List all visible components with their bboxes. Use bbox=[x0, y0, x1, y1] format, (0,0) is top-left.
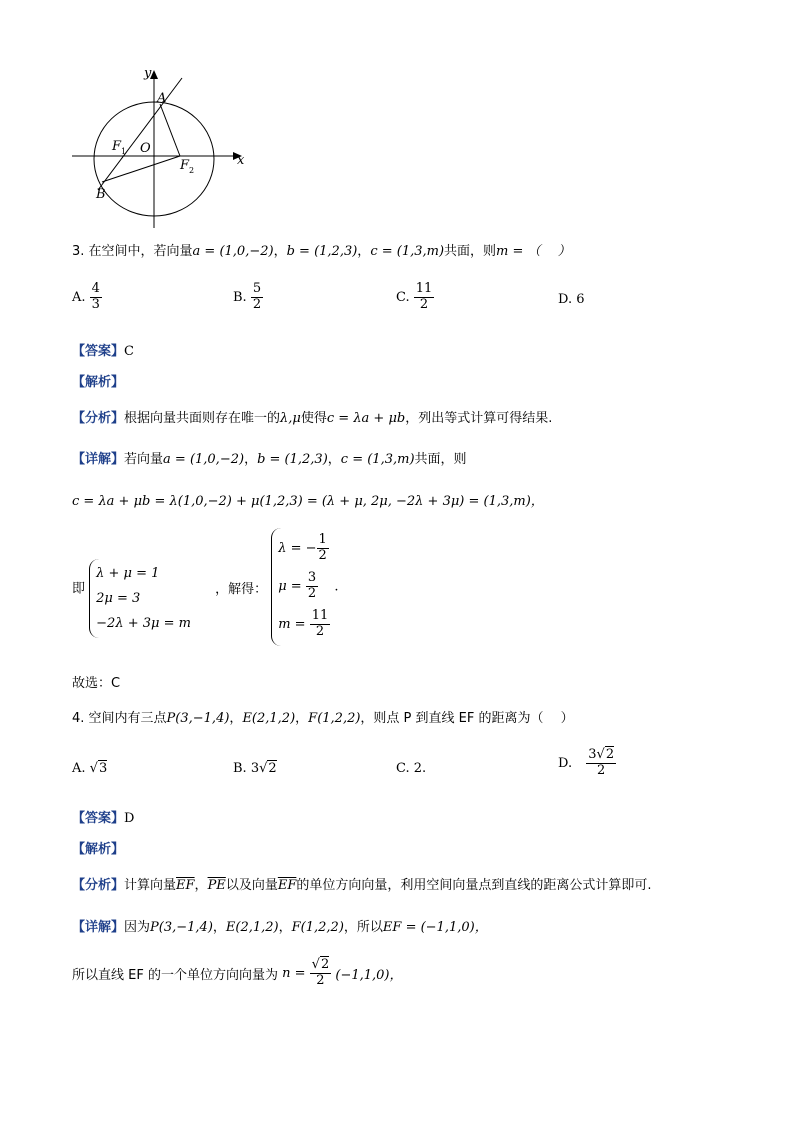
q3-option-d: D. 6 bbox=[558, 292, 585, 307]
q3-sys2-eq2-lhs: μ = bbox=[278, 579, 306, 594]
q3-sys2-eq2-frac bbox=[306, 571, 318, 602]
q4-detail-e: E(2,1,2) bbox=[225, 920, 279, 935]
q3-ask: m = （ ） bbox=[496, 244, 571, 259]
q4-fenxi-ef2: $\overline{EF}$ bbox=[277, 878, 297, 893]
q3-option-c-label: C. bbox=[396, 289, 410, 305]
q4-answer-tag: 【答案】 bbox=[72, 811, 125, 826]
q3-sys2-eq3-den: 2 bbox=[315, 624, 325, 639]
q4-stem-end: ，则点 P 到直线 EF 的距离为（ ） bbox=[360, 711, 574, 726]
q3-option-a-frac bbox=[90, 282, 102, 313]
q4-fenxi-text2: 以及向量 bbox=[225, 878, 278, 893]
q3-detail-vec-b: b = (1,2,3) bbox=[257, 452, 328, 467]
q3-sys2-eq3-num: 11 bbox=[311, 608, 329, 624]
q3-detail-vec-c: c = (1,3,m) bbox=[340, 452, 415, 467]
q4-detail-p: P(3,−1,4) bbox=[150, 920, 213, 935]
label-F2: F bbox=[180, 158, 190, 173]
q3-sys2-eq3-lhs: m = bbox=[278, 617, 310, 632]
label-y: y bbox=[144, 66, 152, 81]
q3-jiede: ，解得： bbox=[215, 581, 268, 597]
q3-sys2-eq1-num: 1 bbox=[318, 532, 327, 548]
label-B: B bbox=[96, 187, 106, 202]
q3-option-b-label: B. bbox=[233, 289, 247, 305]
q4-last-num-rad: 2 bbox=[320, 957, 330, 972]
q3-fenxi-lm: λ,μ bbox=[280, 411, 301, 426]
q4-option-d-coef: 3 bbox=[588, 747, 597, 762]
q4-last-frac bbox=[310, 958, 332, 989]
q3-answer-tag: 【答案】 bbox=[72, 344, 125, 359]
q4-option-d-den: 2 bbox=[597, 762, 606, 778]
q3-option-a bbox=[72, 282, 102, 313]
q4-point-f: F(1,2,2) bbox=[308, 711, 361, 726]
q3-option-b-den: 2 bbox=[252, 296, 262, 312]
q3-option-c-den: 2 bbox=[419, 296, 429, 312]
q4-option-b-label: B. bbox=[233, 761, 247, 776]
q3-sys2-eq1-lhs: λ = − bbox=[278, 541, 317, 556]
q4-detail-tag: 【详解】 bbox=[72, 920, 125, 935]
q3-fenxi-tag: 【分析】 bbox=[72, 411, 125, 426]
q3-analysis-tag: 【解析】 bbox=[72, 375, 125, 390]
q3-answer-value: C bbox=[124, 344, 134, 359]
q4-last-text: 所以直线 EF 的一个单位方向向量为 bbox=[72, 967, 278, 983]
q3-stem-end: 共面，则 bbox=[444, 244, 497, 259]
q4-answer-value: D bbox=[124, 811, 135, 826]
q3-option-a-label: A. bbox=[72, 289, 86, 305]
q3-system1-eq3: −2λ + 3μ = m bbox=[96, 615, 191, 631]
q4-stem: 4. 空间内有三点P(3,−1,4)，E(2,1,2)，F(1,2,2)，则点 P 到直线 EF 的距离为（ ） bbox=[72, 711, 574, 726]
q3-system-1 bbox=[89, 559, 191, 638]
q4-stem-start: 4. 空间内有三点 bbox=[72, 711, 167, 726]
q3-system2-eq2 bbox=[278, 568, 330, 606]
q3-system-end: . bbox=[334, 579, 339, 595]
q3-option-b-frac bbox=[251, 282, 263, 313]
q4-detail: 【详解】因为P(3,−1,4)，E(2,1,2)，F(1,2,2)，所以EF = (−1,1,0)， bbox=[72, 920, 488, 935]
q4-option-d bbox=[558, 748, 616, 779]
q4-option-a-value: 3 bbox=[98, 761, 108, 776]
q3-sys2-eq2-num: 3 bbox=[307, 570, 317, 586]
q4-last-den: 2 bbox=[316, 972, 325, 988]
label-F1: F bbox=[112, 139, 122, 154]
q4-detail-text1: 因为 bbox=[124, 920, 151, 935]
q4-option-d-label: D. bbox=[558, 755, 573, 771]
q4-fenxi-tag: 【分析】 bbox=[72, 878, 125, 893]
q3-detail-text1: 若向量 bbox=[124, 452, 164, 467]
q4-detail-ef: EF = (−1,1,0)， bbox=[382, 920, 488, 935]
q3-option-b-num: 5 bbox=[252, 281, 262, 296]
q3-sys2-eq1-den: 2 bbox=[318, 548, 327, 563]
q3-fenxi-text1: 根据向量共面则存在唯一的 bbox=[124, 411, 281, 426]
q3-vec-c: c = (1,3,m) bbox=[370, 244, 445, 259]
q3-detail-text2: 共面，则 bbox=[414, 452, 467, 467]
q4-last-line bbox=[72, 958, 403, 989]
q3-option-a-num: 4 bbox=[91, 281, 100, 296]
q3-fenxi-text2: 使得 bbox=[300, 411, 327, 426]
q4-analysis-tag: 【解析】 bbox=[72, 842, 125, 857]
q3-vec-a: a = (1,0,−2) bbox=[192, 244, 274, 259]
q4-last-n: n = bbox=[282, 965, 306, 981]
q4-fenxi-ef: $\overline{EF}$ bbox=[176, 878, 195, 893]
segment-AF2 bbox=[160, 104, 180, 156]
label-A: A bbox=[157, 91, 167, 106]
q3-fenxi-text3: ，列出等式计算可得结果. bbox=[405, 411, 553, 426]
q4-fenxi-text3: 的单位方向向量，利用空间向量点到直线的距离公式计算即可. bbox=[296, 878, 652, 893]
q3-option-c-frac bbox=[414, 282, 435, 313]
q3-system1-eq2: 2μ = 3 bbox=[96, 590, 141, 606]
q3-choose: 故选：C bbox=[72, 676, 121, 691]
q3-system1-eq1: λ + μ = 1 bbox=[96, 565, 160, 581]
q4-fenxi-text1: 计算向量 bbox=[124, 878, 177, 893]
q3-detail: 【详解】若向量a = (1,0,−2)，b = (1,2,3)，c = (1,3,m)共面，则 bbox=[72, 452, 467, 467]
q3-detail-vec-a: a = (1,0,−2) bbox=[163, 452, 245, 467]
q3-option-b bbox=[233, 282, 263, 313]
q3-sys2-eq1-frac bbox=[317, 533, 329, 564]
q3-equation-line: c = λa + μb = λ(1,0,−2) + μ(1,2,3) = (λ + μ, 2μ, −2λ + 3μ) = (1,3,m)， bbox=[72, 494, 544, 509]
q4-last-num: √2 bbox=[311, 957, 330, 972]
q3-stem-start: 3. 在空间中，若向量 bbox=[72, 244, 193, 259]
q3-option-a-den: 3 bbox=[91, 296, 100, 312]
q3-sys2-eq2-den: 2 bbox=[307, 586, 317, 601]
q4-answer bbox=[72, 807, 134, 826]
q3-fenxi-eq: c = λa + μb bbox=[326, 411, 406, 426]
q4-option-b-radical: √2 bbox=[259, 761, 277, 776]
q4-point-p: P(3,−1,4) bbox=[166, 711, 230, 726]
q3-system2-eq3 bbox=[278, 606, 330, 644]
q4-option-a bbox=[72, 761, 107, 776]
q3-vec-b: b = (1,2,3) bbox=[286, 244, 358, 259]
q4-option-b-coef: 3 bbox=[250, 761, 260, 776]
q4-option-d-frac bbox=[586, 748, 616, 779]
label-F2-sub: 2 bbox=[189, 166, 195, 175]
q3-stem: 3. 在空间中，若向量a = (1,0,−2)，b = (1,2,3)，c = (1,3,m)共面，则m = （ ） bbox=[72, 244, 571, 259]
q4-detail-f: F(1,2,2) bbox=[291, 920, 344, 935]
q4-option-a-label: A. bbox=[72, 761, 86, 776]
ellipse-figure bbox=[60, 60, 260, 230]
label-F1-sub: 1 bbox=[121, 147, 127, 156]
q4-option-c: C. 2. bbox=[396, 761, 427, 776]
line-AB bbox=[98, 78, 182, 190]
label-O: O bbox=[140, 141, 151, 156]
q4-option-b-value: 2 bbox=[268, 761, 277, 776]
q3-fenxi bbox=[72, 407, 552, 426]
q3-solution-system bbox=[72, 528, 339, 646]
q4-option-d-rad: 2 bbox=[605, 747, 615, 762]
q4-detail-text2: ，所以 bbox=[343, 920, 383, 935]
q3-option-c bbox=[396, 282, 434, 313]
q3-ji: 即 bbox=[72, 581, 86, 597]
label-x: x bbox=[237, 153, 245, 168]
q3-answer bbox=[72, 340, 134, 359]
q3-option-c-num: 11 bbox=[415, 281, 433, 296]
q3-sys2-eq3-frac bbox=[310, 609, 331, 640]
q3-detail-tag: 【详解】 bbox=[72, 452, 125, 467]
q3-system2-eq1 bbox=[278, 530, 330, 568]
q4-option-d-num: 3√2 bbox=[588, 747, 615, 762]
q4-fenxi-pe: $\overline{PE}$ bbox=[207, 878, 226, 893]
q4-fenxi: 【分析】计算向量$\overline{EF}$，$\overline{PE}$以及向量$\overline{EF}$的单位方向向量，利用空间向量点到直线的距离公式计算即可. bbox=[72, 878, 652, 893]
q4-point-e: E(2,1,2) bbox=[242, 711, 296, 726]
q4-option-b bbox=[233, 761, 277, 776]
q3-system-2 bbox=[271, 528, 330, 646]
q4-option-a-radical: √3 bbox=[89, 761, 108, 776]
q4-last-vec: (−1,1,0)， bbox=[335, 967, 403, 983]
